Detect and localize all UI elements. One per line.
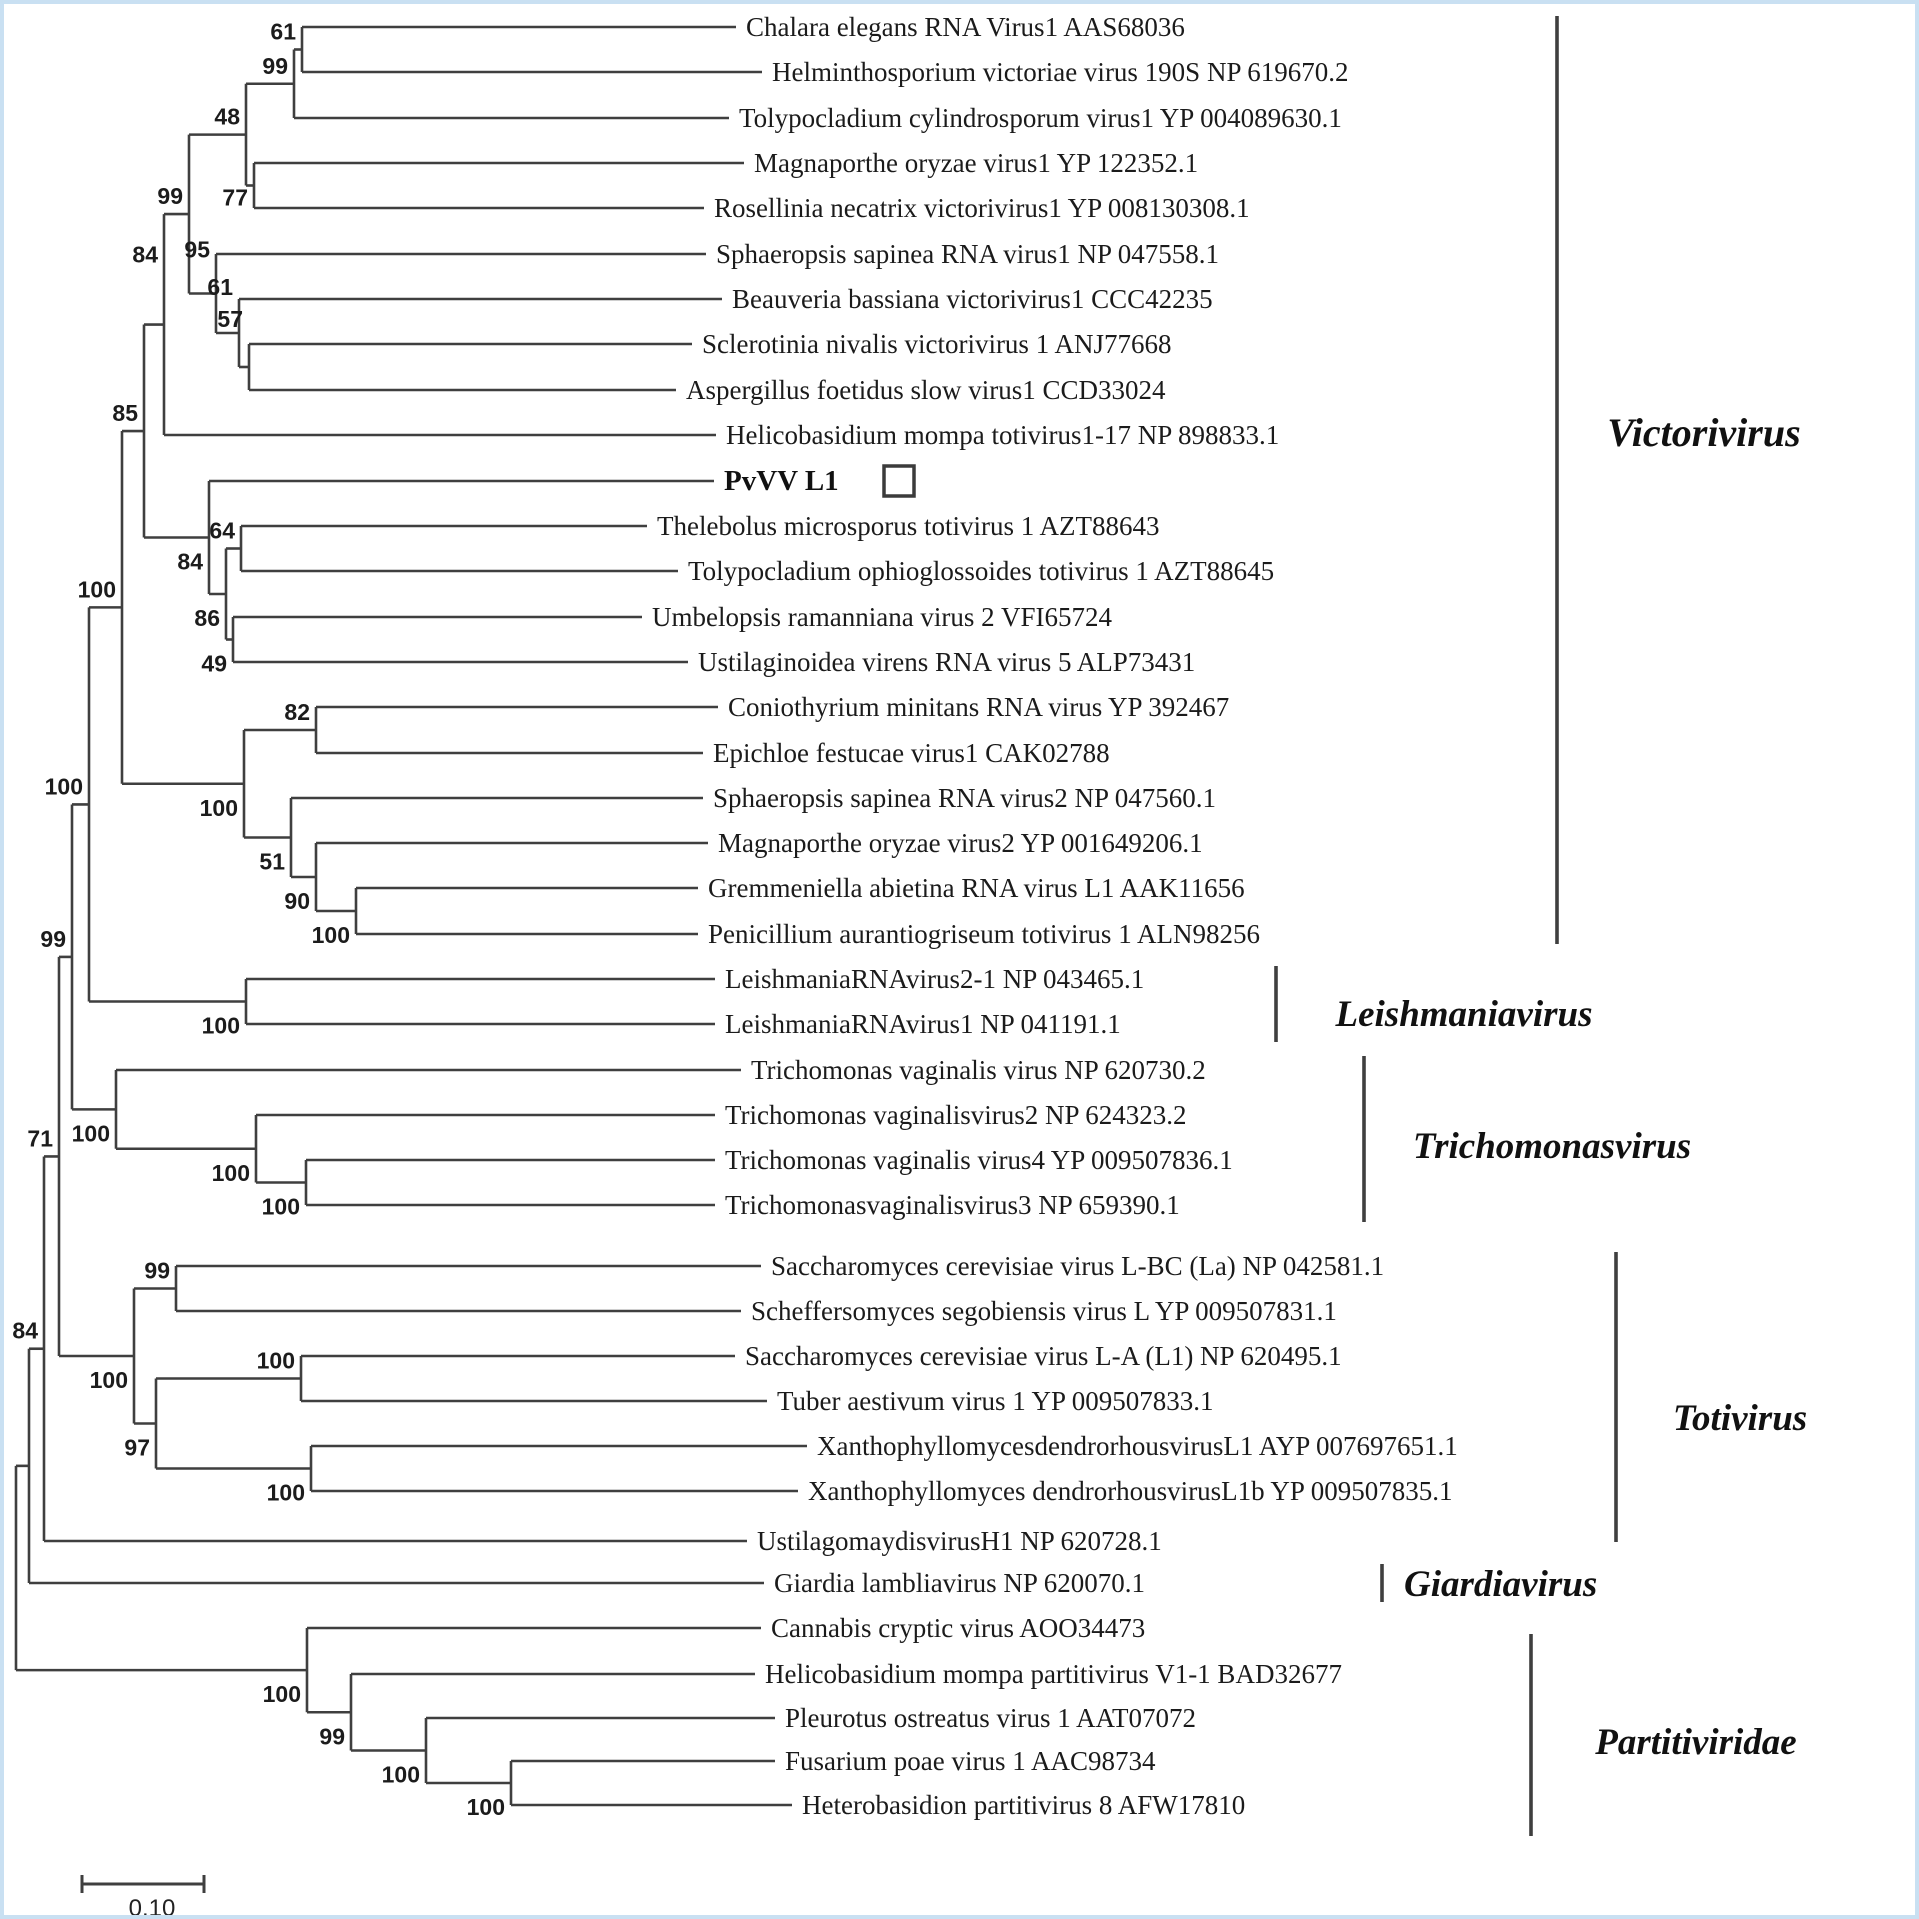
taxon-label: Aspergillus foetidus slow virus1 CCD33024	[686, 375, 1166, 405]
bootstrap-value: 100	[261, 1193, 300, 1220]
bootstrap-value: 82	[284, 699, 310, 725]
taxon-label: Thelebolus microsporus totivirus 1 AZT88643	[657, 511, 1160, 541]
bootstrap-value: 57	[217, 306, 243, 332]
taxon-label: UstilagomaydisvirusH1 NP 620728.1	[757, 1526, 1162, 1556]
taxon-label: Magnaporthe oryzae virus1 YP 122352.1	[754, 148, 1199, 178]
taxon-label: Magnaporthe oryzae virus2 YP 001649206.1	[718, 828, 1203, 858]
clade-label: Giardiavirus	[1404, 1564, 1598, 1605]
bootstrap-value: 85	[112, 400, 138, 427]
taxon-label: Pleurotus ostreatus virus 1 AAT07072	[785, 1703, 1196, 1733]
taxon-label: Sclerotinia nivalis victorivirus 1 ANJ77668	[702, 329, 1172, 359]
clade-label: Leishmaniavirus	[1335, 994, 1593, 1035]
bootstrap-value: 84	[177, 548, 203, 575]
focal-taxon-label: PvVV L1	[724, 465, 839, 497]
bootstrap-value: 100	[89, 1367, 128, 1393]
taxon-label: Sphaeropsis sapinea RNA virus1 NP 047558.1	[716, 239, 1219, 269]
bootstrap-value: 100	[266, 1479, 305, 1506]
taxon-label: LeishmaniaRNAvirus1 NP 041191.1	[725, 1009, 1121, 1039]
taxon-label: Tuber aestivum virus 1 YP 009507833.1	[777, 1386, 1214, 1416]
clade-label: Trichomonasvirus	[1412, 1126, 1692, 1167]
bootstrap-value: 100	[381, 1761, 420, 1788]
taxon-label: Heterobasidion partitivirus 8 AFW17810	[802, 1790, 1246, 1820]
bootstrap-value: 61	[207, 274, 233, 300]
bootstrap-value: 84	[132, 241, 158, 268]
bootstrap-value: 49	[201, 650, 227, 677]
taxon-label: Trichomonas vaginalis virus4 YP 009507836.1	[725, 1145, 1233, 1175]
taxon-label: Rosellinia necatrix victorivirus1 YP 008130308.1	[714, 193, 1250, 223]
taxon-label: Trichomonasvaginalisvirus3 NP 659390.1	[725, 1190, 1180, 1220]
taxon-label: Ustilaginoidea virens RNA virus 5 ALP73431	[698, 647, 1196, 677]
bootstrap-value: 97	[124, 1434, 150, 1461]
taxon-label: Sphaeropsis sapinea RNA virus2 NP 047560.1	[713, 783, 1216, 813]
bootstrap-value: 100	[466, 1794, 505, 1820]
bootstrap-value: 99	[40, 925, 66, 952]
bootstrap-value: 100	[199, 794, 238, 821]
bootstrap-value: 100	[311, 922, 350, 948]
bootstrap-value: 99	[262, 52, 288, 79]
taxon-label: Tolypocladium cylindrosporum virus1 YP 004089630.1	[739, 103, 1342, 133]
taxon-label: Trichomonas vaginalis virus NP 620730.2	[751, 1055, 1206, 1085]
bootstrap-value: 51	[259, 848, 285, 875]
taxon-label: Penicillium aurantiogriseum totivirus 1 ALN98256	[708, 919, 1260, 949]
taxon-label: Tolypocladium ophioglossoides totivirus 1 AZT88645	[688, 556, 1275, 586]
bootstrap-value: 100	[201, 1012, 240, 1039]
taxon-label: Gremmeniella abietina RNA virus L1 AAK11656	[708, 873, 1245, 903]
bootstrap-value: 100	[211, 1159, 250, 1186]
taxon-label: LeishmaniaRNAvirus2-1 NP 043465.1	[725, 964, 1145, 994]
bootstrap-value: 100	[44, 773, 83, 800]
taxon-label: Chalara elegans RNA Virus1 AAS68036	[746, 12, 1185, 42]
open-square-marker-icon	[884, 466, 914, 496]
bootstrap-value: 48	[214, 103, 240, 130]
taxon-label: Coniothyrium minitans RNA virus YP 392467	[728, 692, 1230, 722]
taxon-label: Cannabis cryptic virus AOO34473	[771, 1613, 1146, 1643]
taxon-label: Xanthophyllomyces dendrorhousvirusL1b YP 009507835.1	[808, 1476, 1453, 1506]
bootstrap-value: 77	[222, 184, 248, 211]
bootstrap-value: 99	[319, 1723, 345, 1750]
taxon-label: Helicobasidium mompa totivirus1-17 NP 898833.1	[726, 420, 1280, 450]
taxon-label: Beauveria bassiana victorivirus1 CCC42235	[732, 284, 1213, 314]
bootstrap-value: 100	[71, 1120, 110, 1147]
bootstrap-value: 61	[270, 18, 296, 45]
bootstrap-value: 64	[209, 517, 235, 544]
bootstrap-value: 100	[77, 576, 116, 603]
bootstrap-value: 95	[184, 236, 210, 263]
bootstrap-value: 99	[144, 1257, 170, 1284]
bootstrap-value: 90	[284, 888, 310, 914]
taxon-label: Epichloe festucae virus1 CAK02788	[713, 738, 1110, 768]
clade-label: Victorivirus	[1607, 410, 1801, 455]
taxon-label: XanthophyllomycesdendrorhousvirusL1 AYP 007697651.1	[817, 1431, 1458, 1461]
bootstrap-value: 99	[157, 183, 183, 210]
bootstrap-value: 86	[194, 605, 220, 631]
taxon-label: Helicobasidium mompa partitivirus V1-1 BAD32677	[765, 1659, 1342, 1689]
bootstrap-value: 71	[27, 1125, 53, 1152]
bootstrap-value: 100	[256, 1347, 295, 1374]
taxon-label: Umbelopsis ramanniana virus 2 VFI65724	[652, 602, 1112, 632]
taxon-label: Scheffersomyces segobiensis virus L YP 009507831.1	[751, 1296, 1337, 1326]
taxon-label: Saccharomyces cerevisiae virus L-BC (La) NP 042581.1	[771, 1251, 1385, 1281]
clade-label: Totivirus	[1672, 1398, 1808, 1439]
clade-label: Partitiviridae	[1595, 1722, 1797, 1763]
taxon-label: Helminthosporium victoriae virus 190S NP 619670.2	[772, 57, 1349, 87]
taxon-label: Trichomonas vaginalisvirus2 NP 624323.2	[725, 1100, 1187, 1130]
taxon-label: Giardia lambliavirus NP 620070.1	[774, 1568, 1145, 1598]
scale-bar-label: 0.10	[128, 1895, 176, 1919]
bootstrap-value: 100	[262, 1681, 301, 1708]
taxon-label: Fusarium poae virus 1 AAC98734	[785, 1746, 1156, 1776]
phylogenetic-tree	[4, 4, 1919, 1919]
taxon-label: Saccharomyces cerevisiae virus L-A (L1) NP 620495.1	[745, 1341, 1342, 1371]
bootstrap-value: 84	[12, 1317, 38, 1344]
